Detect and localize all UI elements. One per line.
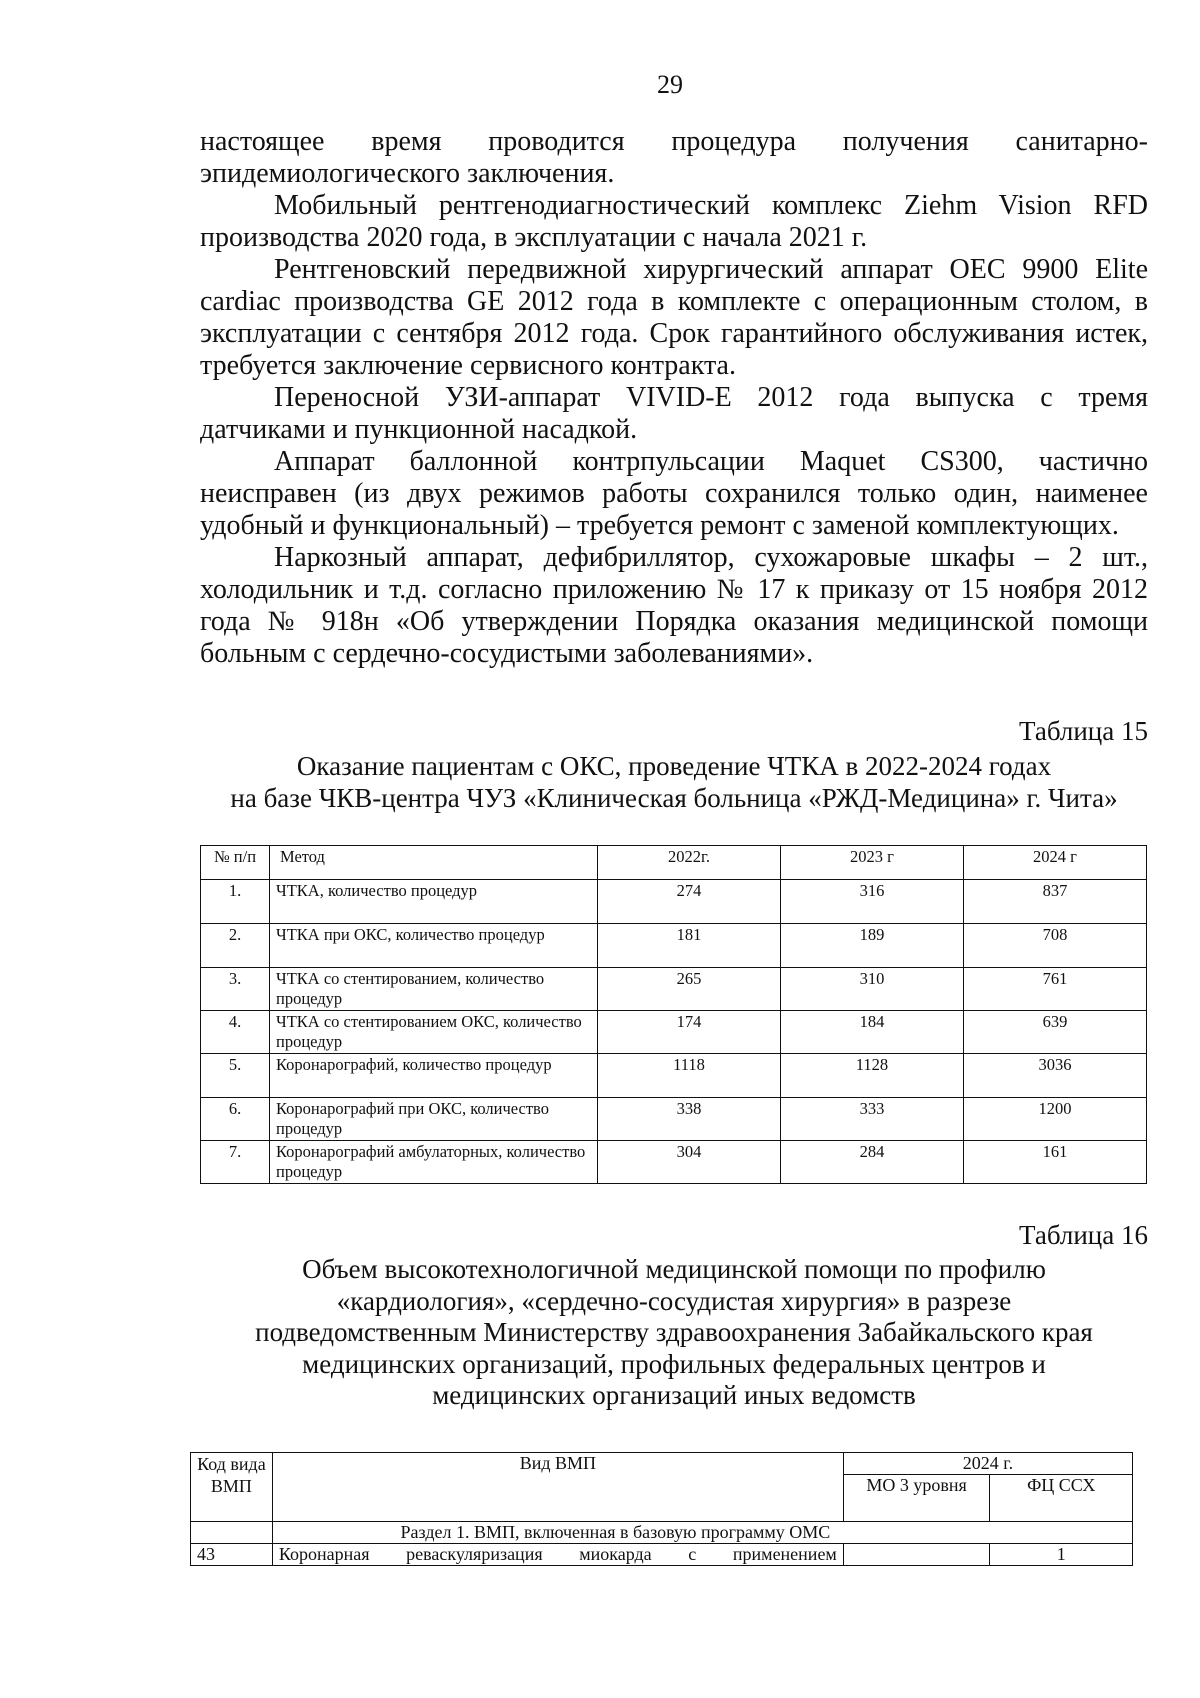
section-label: Раздел 1. ВМП, включенная в базовую программу ОМС (272, 1522, 1132, 1544)
table-16-caption: Таблица 16 (1019, 1220, 1148, 1250)
table-16 (190, 1452, 1133, 1566)
header-2023: 2023 г (781, 846, 964, 880)
row-2023: 284 (781, 1141, 964, 1184)
paragraph: настоящее время проводится процедура получения санитарно-эпидемиологического заключения. (200, 126, 1148, 189)
section-row (191, 1522, 1133, 1544)
table-16-title-line: медицинских организаций, профильных федеральных центров и (302, 1348, 1046, 1379)
row-method: ЧТКА при ОКС, количество процедур (270, 924, 598, 968)
header-code: Код вида ВМП (191, 1453, 273, 1522)
row-2024: 161 (964, 1141, 1147, 1184)
row-num: 7. (201, 1141, 270, 1184)
body-text (200, 126, 1148, 670)
table-16-title-line: медицинских организаций иных ведомств (432, 1380, 916, 1410)
row-method: ЧТКА со стентированием ОКС, количество процедур (270, 1011, 598, 1054)
row-type: Коронарная реваскуляризация миокарда с применением (272, 1544, 843, 1566)
table-row (201, 1098, 1147, 1141)
row-num: 2. (201, 924, 270, 968)
table-15 (200, 845, 1147, 1184)
table-row (201, 1011, 1147, 1054)
paragraph: Аппарат баллонной контрпульсации Maquet CS300, частично неисправен (из двух режимов работы сохранился только один, наименее удобный и функциональный) – требуется ремонт с заменой комплектующих. (200, 446, 1148, 541)
row-2023: 189 (781, 924, 964, 968)
paragraph: Наркозный аппарат, дефибриллятор, сухожаровые шкафы – 2 шт., холодильник и т.д. согласно приложению № 17 к приказу от 15 ноября 2012 года № 918н «Об утверждении Порядка оказания медицинской помощи больным с сердечно-сосудистыми заболеваниями». (200, 542, 1148, 669)
row-2022: 274 (598, 880, 781, 924)
header-type: Вид ВМП (272, 1453, 843, 1522)
table-16-title-line: Объем высокотехнологичной медицинской помощи по профилю (302, 1254, 1046, 1284)
header-2022: 2022г. (598, 846, 781, 880)
row-code: 43 (191, 1544, 273, 1566)
table-16-title (200, 1254, 1148, 1412)
table-row (201, 1141, 1147, 1184)
row-method: Коронарографий при ОКС, количество процедур (270, 1098, 598, 1141)
section-code (191, 1522, 273, 1544)
row-2022: 181 (598, 924, 781, 968)
table-15-title-line: на базе ЧКВ-центра ЧУЗ «Клиническая больница «РЖД-Медицина» г. Чита» (230, 783, 1118, 813)
header-num: № п/п (201, 846, 270, 880)
paragraph: Переносной УЗИ-аппарат VIVID-E 2012 года выпуска с тремя датчиками и пункционной насадкой. (200, 382, 1148, 445)
row-method: Коронарографий, количество процедур (270, 1054, 598, 1098)
row-2023: 184 (781, 1011, 964, 1054)
header-method: Метод (270, 846, 598, 880)
row-2023: 310 (781, 968, 964, 1011)
row-2022: 174 (598, 1011, 781, 1054)
row-2022: 304 (598, 1141, 781, 1184)
row-num: 5. (201, 1054, 270, 1098)
paragraph: Мобильный рентгенодиагностический комплекс Ziehm Vision RFD производства 2020 года, в эксплуатации с начала 2021 г. (200, 190, 1148, 253)
row-2024: 708 (964, 924, 1147, 968)
row-2023: 333 (781, 1098, 964, 1141)
table-15-title-line: Оказание пациентам с ОКС, проведение ЧТКА в 2022-2024 годах (296, 751, 1052, 781)
table-15-title (200, 750, 1148, 814)
row-mo (843, 1544, 990, 1566)
header-mo-level3: МО 3 уровня (843, 1475, 990, 1522)
row-method: ЧТКА, количество процедур (270, 880, 598, 924)
row-2024: 761 (964, 968, 1147, 1011)
row-2022: 265 (598, 968, 781, 1011)
row-2024: 3036 (964, 1054, 1147, 1098)
table-row (201, 880, 1147, 924)
row-2024: 639 (964, 1011, 1147, 1054)
row-2023: 1128 (781, 1054, 964, 1098)
row-num: 4. (201, 1011, 270, 1054)
row-method: Коронарографий амбулаторных, количество процедур (270, 1141, 598, 1184)
row-2023: 316 (781, 880, 964, 924)
header-fc-ssh: ФЦ ССХ (990, 1475, 1133, 1522)
table-16-title-line: «кардиология», «сердечно-сосудистая хирургия» в разрезе (336, 1285, 1012, 1316)
row-method: ЧТКА со стентированием, количество процедур (270, 968, 598, 1011)
row-2022: 1118 (598, 1054, 781, 1098)
table-header-row (191, 1453, 1133, 1475)
table-row (201, 924, 1147, 968)
row-2022: 338 (598, 1098, 781, 1141)
row-num: 1. (201, 880, 270, 924)
paragraph: Рентгеновский передвижной хирургический аппарат OEC 9900 Elite cardiac производства GE 2012 года в комплекте с операционным столом, в эксплуатации с сентября 2012 года. Срок гарантийного обслуживания истек, требуется заключение сервисного контракта. (200, 254, 1148, 381)
table-15-caption: Таблица 15 (1019, 716, 1148, 746)
row-2024: 1200 (964, 1098, 1147, 1141)
row-num: 6. (201, 1098, 270, 1141)
table-header-row (201, 846, 1147, 880)
table-row (191, 1544, 1133, 1566)
row-fc: 1 (990, 1544, 1133, 1566)
header-2024: 2024 г (964, 846, 1147, 880)
row-2024: 837 (964, 880, 1147, 924)
table-16-title-line: подведомственным Министерству здравоохранения Забайкальского края (255, 1317, 1093, 1347)
row-num: 3. (201, 968, 270, 1011)
table-row (201, 968, 1147, 1011)
page-number: 29 (657, 70, 683, 99)
table-row (201, 1054, 1147, 1098)
header-year: 2024 г. (843, 1453, 1132, 1475)
